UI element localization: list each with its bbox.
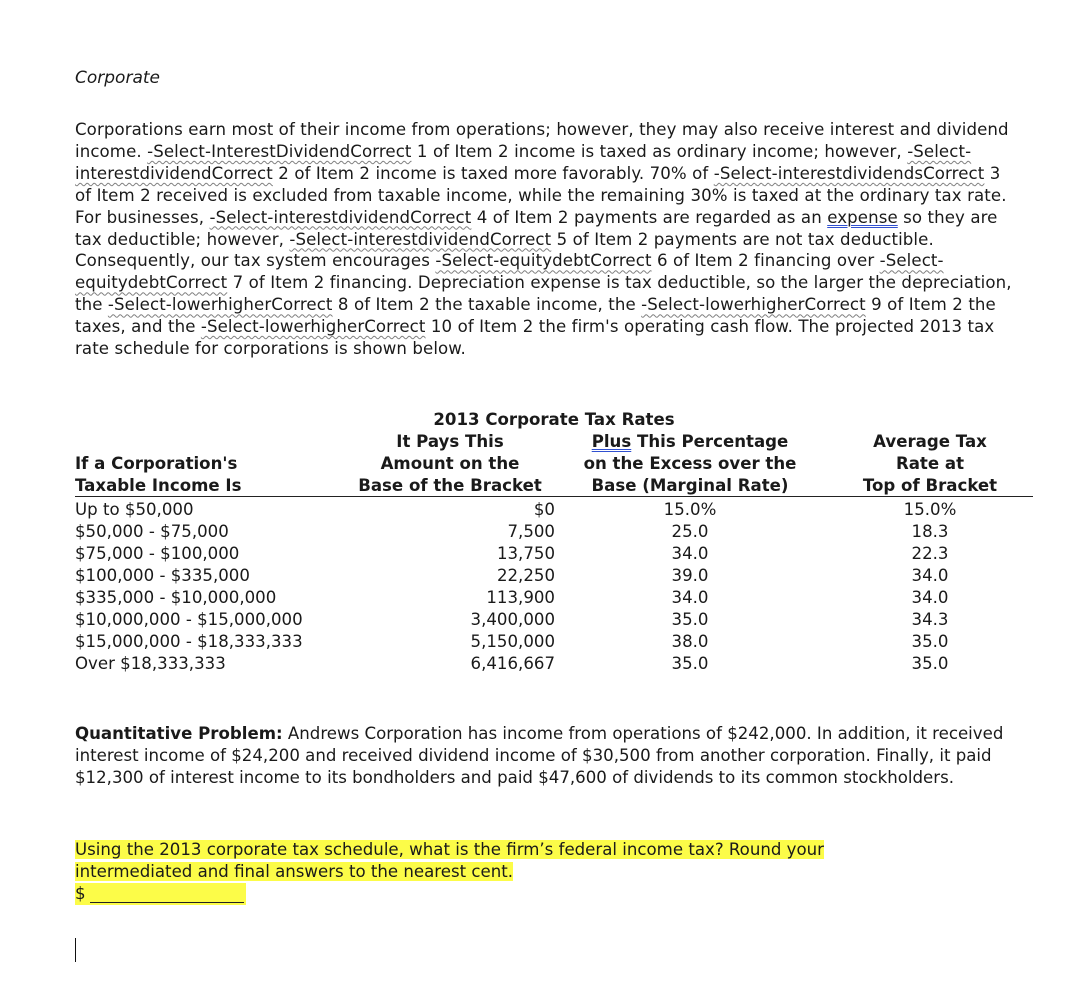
table-cell-income: Up to $50,000: [75, 500, 194, 519]
table-cell-base: 113,900: [486, 588, 555, 607]
header-average: Average Tax: [873, 432, 987, 451]
header-rule: [75, 496, 1033, 497]
table-cell-average: 34.0: [911, 588, 949, 607]
question-text: Using the 2013 corporate tax schedule, what is the firm’s federal income tax? Round your intermediated and final answers to the nearest cent.: [75, 840, 824, 881]
table-cell-marginal: 38.0: [671, 632, 709, 651]
dropdown-9[interactable]: -Select-lowerhigherCorrect: [641, 295, 866, 315]
quantitative-label: Quantitative Problem:: [75, 724, 283, 743]
table-cell-base: 13,750: [496, 544, 555, 563]
table-cell-average: 22.3: [911, 544, 949, 563]
table-cell-income: $335,000 - $10,000,000: [75, 588, 277, 607]
dropdown-7[interactable]: -Select-equitydebtCorrect: [75, 251, 944, 293]
header-income: Taxable Income Is: [75, 476, 242, 495]
quantitative-problem: [75, 723, 1020, 789]
table-cell-income: $50,000 - $75,000: [75, 522, 229, 541]
header-average: Top of Bracket: [862, 476, 998, 495]
table-cell-marginal: 34.0: [671, 588, 709, 607]
plus-link[interactable]: Plus: [591, 432, 632, 451]
intro-text: 6 of Item 2 financing over: [651, 251, 880, 271]
expense-link[interactable]: expense: [827, 207, 898, 227]
table-cell-income: $75,000 - $100,000: [75, 544, 240, 563]
table-cell-average: 34.3: [911, 610, 949, 629]
intro-text: 2 of Item 2 income is taxed more favorably. 70% of: [272, 163, 714, 183]
table-cell-average: 35.0: [911, 632, 949, 651]
header-base: It Pays This: [396, 432, 504, 451]
table-cell-base: 5,150,000: [470, 632, 555, 651]
intro-text: 3 of Item 2 received is excluded from taxable income, while the remaining 30% is taxed at the ordinary tax rate. For businesses,: [75, 163, 1007, 227]
dropdown-3[interactable]: -Select-interestdividendsCorrect: [713, 163, 985, 183]
answer-row: [75, 883, 246, 905]
table-cell-income: Over $18,333,333: [75, 654, 226, 673]
table-cell-base: $0: [533, 500, 555, 519]
intro-text: 5 of Item 2 payments are not tax deductible. Consequently, our tax system encourages: [75, 229, 934, 271]
intro-text: 9 of Item 2 the taxes, and the: [75, 295, 996, 337]
dropdown-5[interactable]: -Select-interestdividendCorrect: [289, 229, 552, 249]
intro-text: 1 of Item 2 income is taxed as ordinary income; however,: [411, 141, 908, 161]
table-cell-marginal: 34.0: [671, 544, 709, 563]
table-cell-average: 18.3: [911, 522, 949, 541]
header-marginal: [592, 431, 789, 453]
dropdown-4[interactable]: -Select-interestdividendCorrect: [209, 207, 472, 227]
question-prompt: [75, 839, 895, 883]
answer-input[interactable]: [90, 882, 244, 903]
table-cell-average: 34.0: [911, 566, 949, 585]
quantitative-text: Andrews Corporation has income from operations of $242,000. In addition, it received interest income of $24,200 and received dividend income of $30,500 from another corporation. Finally, it paid $12,300 of interest income to its bondholders and paid $47,600 of dividends to its common stockholders.: [75, 724, 1004, 787]
header-marginal: on the Excess over the: [583, 454, 797, 473]
table-cell-marginal: 39.0: [671, 566, 709, 585]
section-heading: Corporate: [75, 68, 160, 88]
header-income: If a Corporation's: [75, 454, 238, 473]
table-cell-marginal: 15.0%: [663, 500, 717, 519]
intro-text: Corporations earn most of their income from operations; however, they may also receive interest and dividend income.: [75, 120, 1009, 161]
table-cell-marginal: 35.0: [671, 610, 709, 629]
table-cell-income: $100,000 - $335,000: [75, 566, 250, 585]
table-cell-average: 35.0: [911, 654, 949, 673]
dropdown-8[interactable]: -Select-lowerhigherCorrect: [107, 295, 333, 315]
text-cursor: [75, 938, 76, 962]
header-base: Base of the Bracket: [358, 476, 542, 495]
intro-text: 7 of Item 2 financing. Depreciation expense is tax deductible, so the larger the depreciation, the: [75, 273, 1012, 315]
table-cell-base: 3,400,000: [470, 610, 555, 629]
intro-text: 10 of Item 2 the firm's operating cash flow. The projected 2013 tax rate schedule for corporations is shown below.: [75, 317, 995, 359]
header-base: Amount on the: [380, 454, 520, 473]
header-average: Rate at: [895, 454, 965, 473]
intro-text: 8 of Item 2 the taxable income, the: [332, 295, 642, 315]
table-cell-income: $10,000,000 - $15,000,000: [75, 610, 303, 629]
intro-text: 4 of Item 2 payments are regarded as an: [471, 207, 828, 227]
dropdown-10[interactable]: -Select-lowerhigherCorrect: [200, 317, 426, 337]
intro-text: so they are tax deductible; however,: [75, 207, 998, 249]
dropdown-1[interactable]: -Select-InterestDividendCorrect: [147, 141, 412, 161]
table-cell-base: 7,500: [507, 522, 555, 541]
table-cell-base: 6,416,667: [470, 654, 555, 673]
dropdown-2[interactable]: -Select-interestdividendCorrect: [75, 141, 972, 183]
table-title: 2013 Corporate Tax Rates: [433, 410, 675, 429]
header-marginal: Base (Marginal Rate): [591, 476, 789, 495]
dropdown-6[interactable]: -Select-equitydebtCorrect: [435, 251, 652, 271]
table-cell-base: 22,250: [496, 566, 555, 585]
table-cell-income: $15,000,000 - $18,333,333: [75, 632, 303, 651]
currency-symbol: $: [75, 884, 86, 904]
table-cell-marginal: 25.0: [671, 522, 709, 541]
table-cell-marginal: 35.0: [671, 654, 709, 673]
header-marginal-text: This Percentage: [631, 432, 789, 451]
table-cell-average: 15.0%: [903, 500, 957, 519]
